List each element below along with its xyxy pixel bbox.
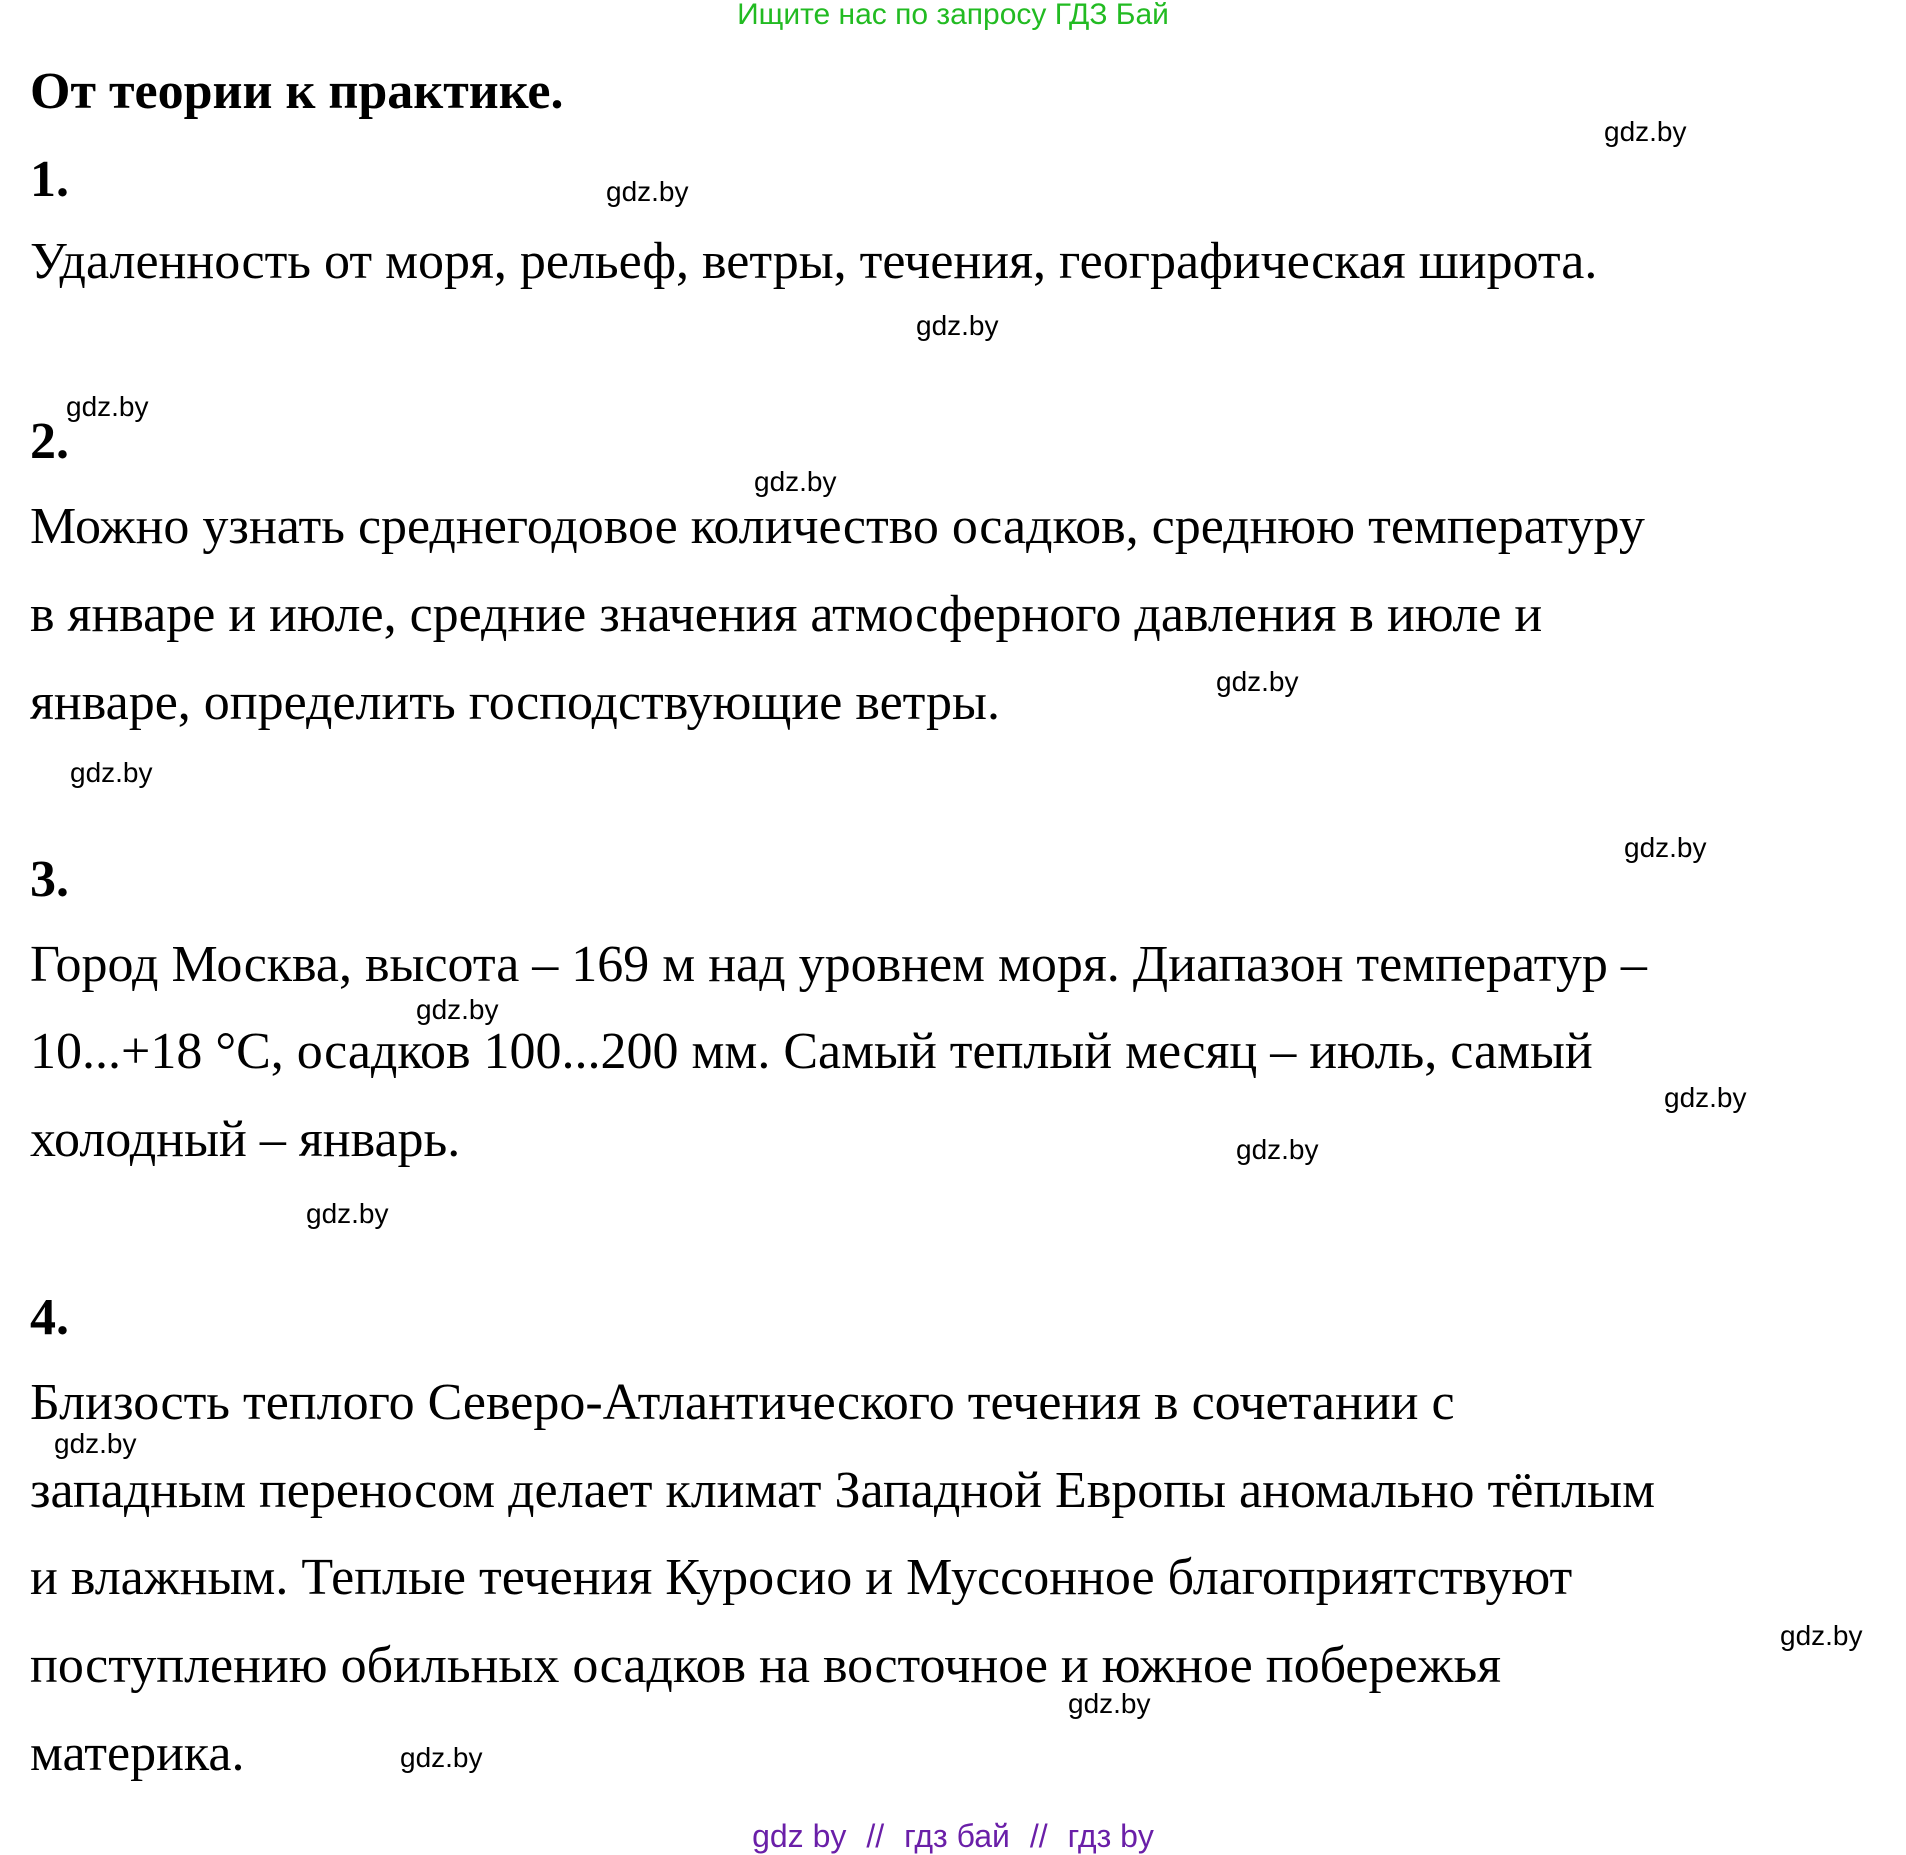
section-3-line-2: 10...+18 °С, осадков 100...200 мм. Самый теплый месяц – июль, самый <box>30 1023 1593 1080</box>
section-4-line-3: и влажным. Теплые течения Куросио и Муссонное благоприятствуют <box>30 1549 1573 1606</box>
page-title: От теории к практике. <box>30 63 564 120</box>
watermark: gdz.by <box>1604 116 1687 147</box>
watermark: gdz.by <box>916 310 999 341</box>
watermark: gdz.by <box>606 176 689 207</box>
watermark: gdz.by <box>1780 1620 1863 1651</box>
watermark: gdz.by <box>306 1198 389 1229</box>
watermark: gdz.by <box>1624 832 1707 863</box>
section-4-number: 4. <box>30 1289 69 1346</box>
watermark: gdz.by <box>1664 1082 1747 1113</box>
section-3-number: 3. <box>30 851 69 908</box>
section-3-line-1: Город Москва, высота – 169 м над уровнем моря. Диапазон температур – <box>30 936 1647 993</box>
section-1-line-1: Удаленность от моря, рельеф, ветры, течения, географическая широта. <box>30 233 1598 290</box>
watermark: gdz.by <box>416 994 499 1025</box>
footer-link-gdz-by-cyr[interactable]: гдз by <box>1067 1818 1154 1854</box>
section-3-line-3: холодный – январь. <box>30 1111 461 1168</box>
footer-links <box>0 1818 1906 1855</box>
watermark: gdz.by <box>54 1428 137 1459</box>
footer-link-gdz-by[interactable]: gdz by <box>752 1818 847 1854</box>
section-4-line-1: Близость теплого Северо-Атлантического течения в сочетании с <box>30 1374 1455 1431</box>
footer-link-gdz-bai[interactable]: гдз бай <box>904 1818 1010 1854</box>
section-4-line-2: западным переносом делает климат Западной Европы аномально тёплым <box>30 1462 1655 1519</box>
watermark: gdz.by <box>1236 1134 1319 1165</box>
section-2-line-3: январе, определить господствующие ветры. <box>30 674 1000 731</box>
section-2-line-2: в январе и июле, средние значения атмосферного давления в июле и <box>30 586 1543 643</box>
watermark: gdz.by <box>70 757 153 788</box>
header-search-link[interactable]: Ищите нас по запросу ГДЗ Бай <box>737 0 1169 31</box>
section-1-number: 1. <box>30 151 69 208</box>
watermark: gdz.by <box>1068 1688 1151 1719</box>
footer-separator: // <box>866 1818 885 1854</box>
watermark: gdz.by <box>754 466 837 497</box>
section-2-line-1: Можно узнать среднегодовое количество осадков, среднюю температуру <box>30 498 1645 555</box>
section-4-line-5: материка. <box>30 1725 245 1782</box>
watermark: gdz.by <box>66 391 149 422</box>
watermark: gdz.by <box>400 1742 483 1773</box>
watermark: gdz.by <box>1216 666 1299 697</box>
section-2-number: 2. <box>30 413 69 470</box>
footer-separator: // <box>1029 1818 1048 1854</box>
section-4-line-4: поступлению обильных осадков на восточное и южное побережья <box>30 1637 1502 1694</box>
